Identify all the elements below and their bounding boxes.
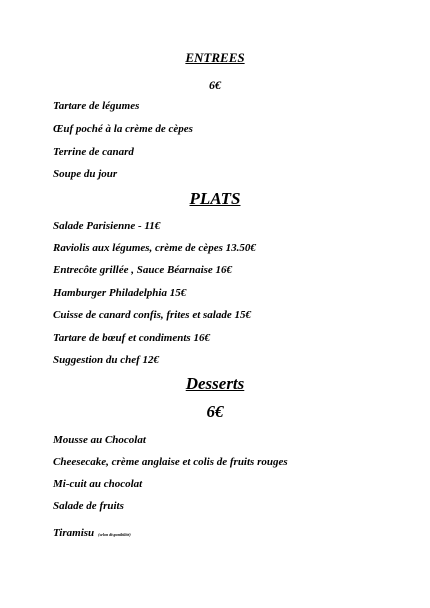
availability-note: (selon disponibilité): [98, 532, 131, 537]
entrees-price: 6€: [209, 78, 221, 92]
plat-item: Salade Parisienne - 11€: [53, 220, 161, 232]
plat-item: Raviolis aux légumes, crème de cèpes 13.50€: [53, 242, 256, 254]
entrees-title: ENTREES: [185, 50, 245, 65]
entree-item: Terrine de canard: [53, 146, 134, 158]
dessert-item: Mousse au Chocolat: [53, 434, 146, 446]
plat-item: Entrecôte grillée , Sauce Béarnaise 16€: [53, 264, 233, 276]
entree-item: Œuf poché à la crème de cèpes: [53, 123, 193, 135]
plat-item: Hamburger Philadelphia 15€: [53, 287, 187, 299]
plat-item: Tartare de bœuf et condiments 16€: [53, 332, 210, 344]
plat-item: Suggestion du chef 12€: [53, 354, 160, 366]
plats-title: PLATS: [189, 189, 241, 208]
dessert-item-tiramisu: [53, 527, 131, 539]
dessert-item: Salade de fruits: [53, 500, 124, 512]
dessert-item-label: Tiramisu: [53, 527, 95, 539]
dessert-item: Mi-cuit au chocolat: [53, 478, 143, 490]
desserts-title: Desserts: [185, 374, 245, 393]
plat-item: Cuisse de canard confis, frites et salade 15€: [53, 309, 251, 321]
desserts-price: 6€: [206, 402, 224, 421]
entree-item: Soupe du jour: [53, 168, 118, 180]
entree-item: Tartare de légumes: [53, 100, 140, 112]
dessert-item: Cheesecake, crème anglaise et colis de fruits rouges: [53, 456, 288, 468]
